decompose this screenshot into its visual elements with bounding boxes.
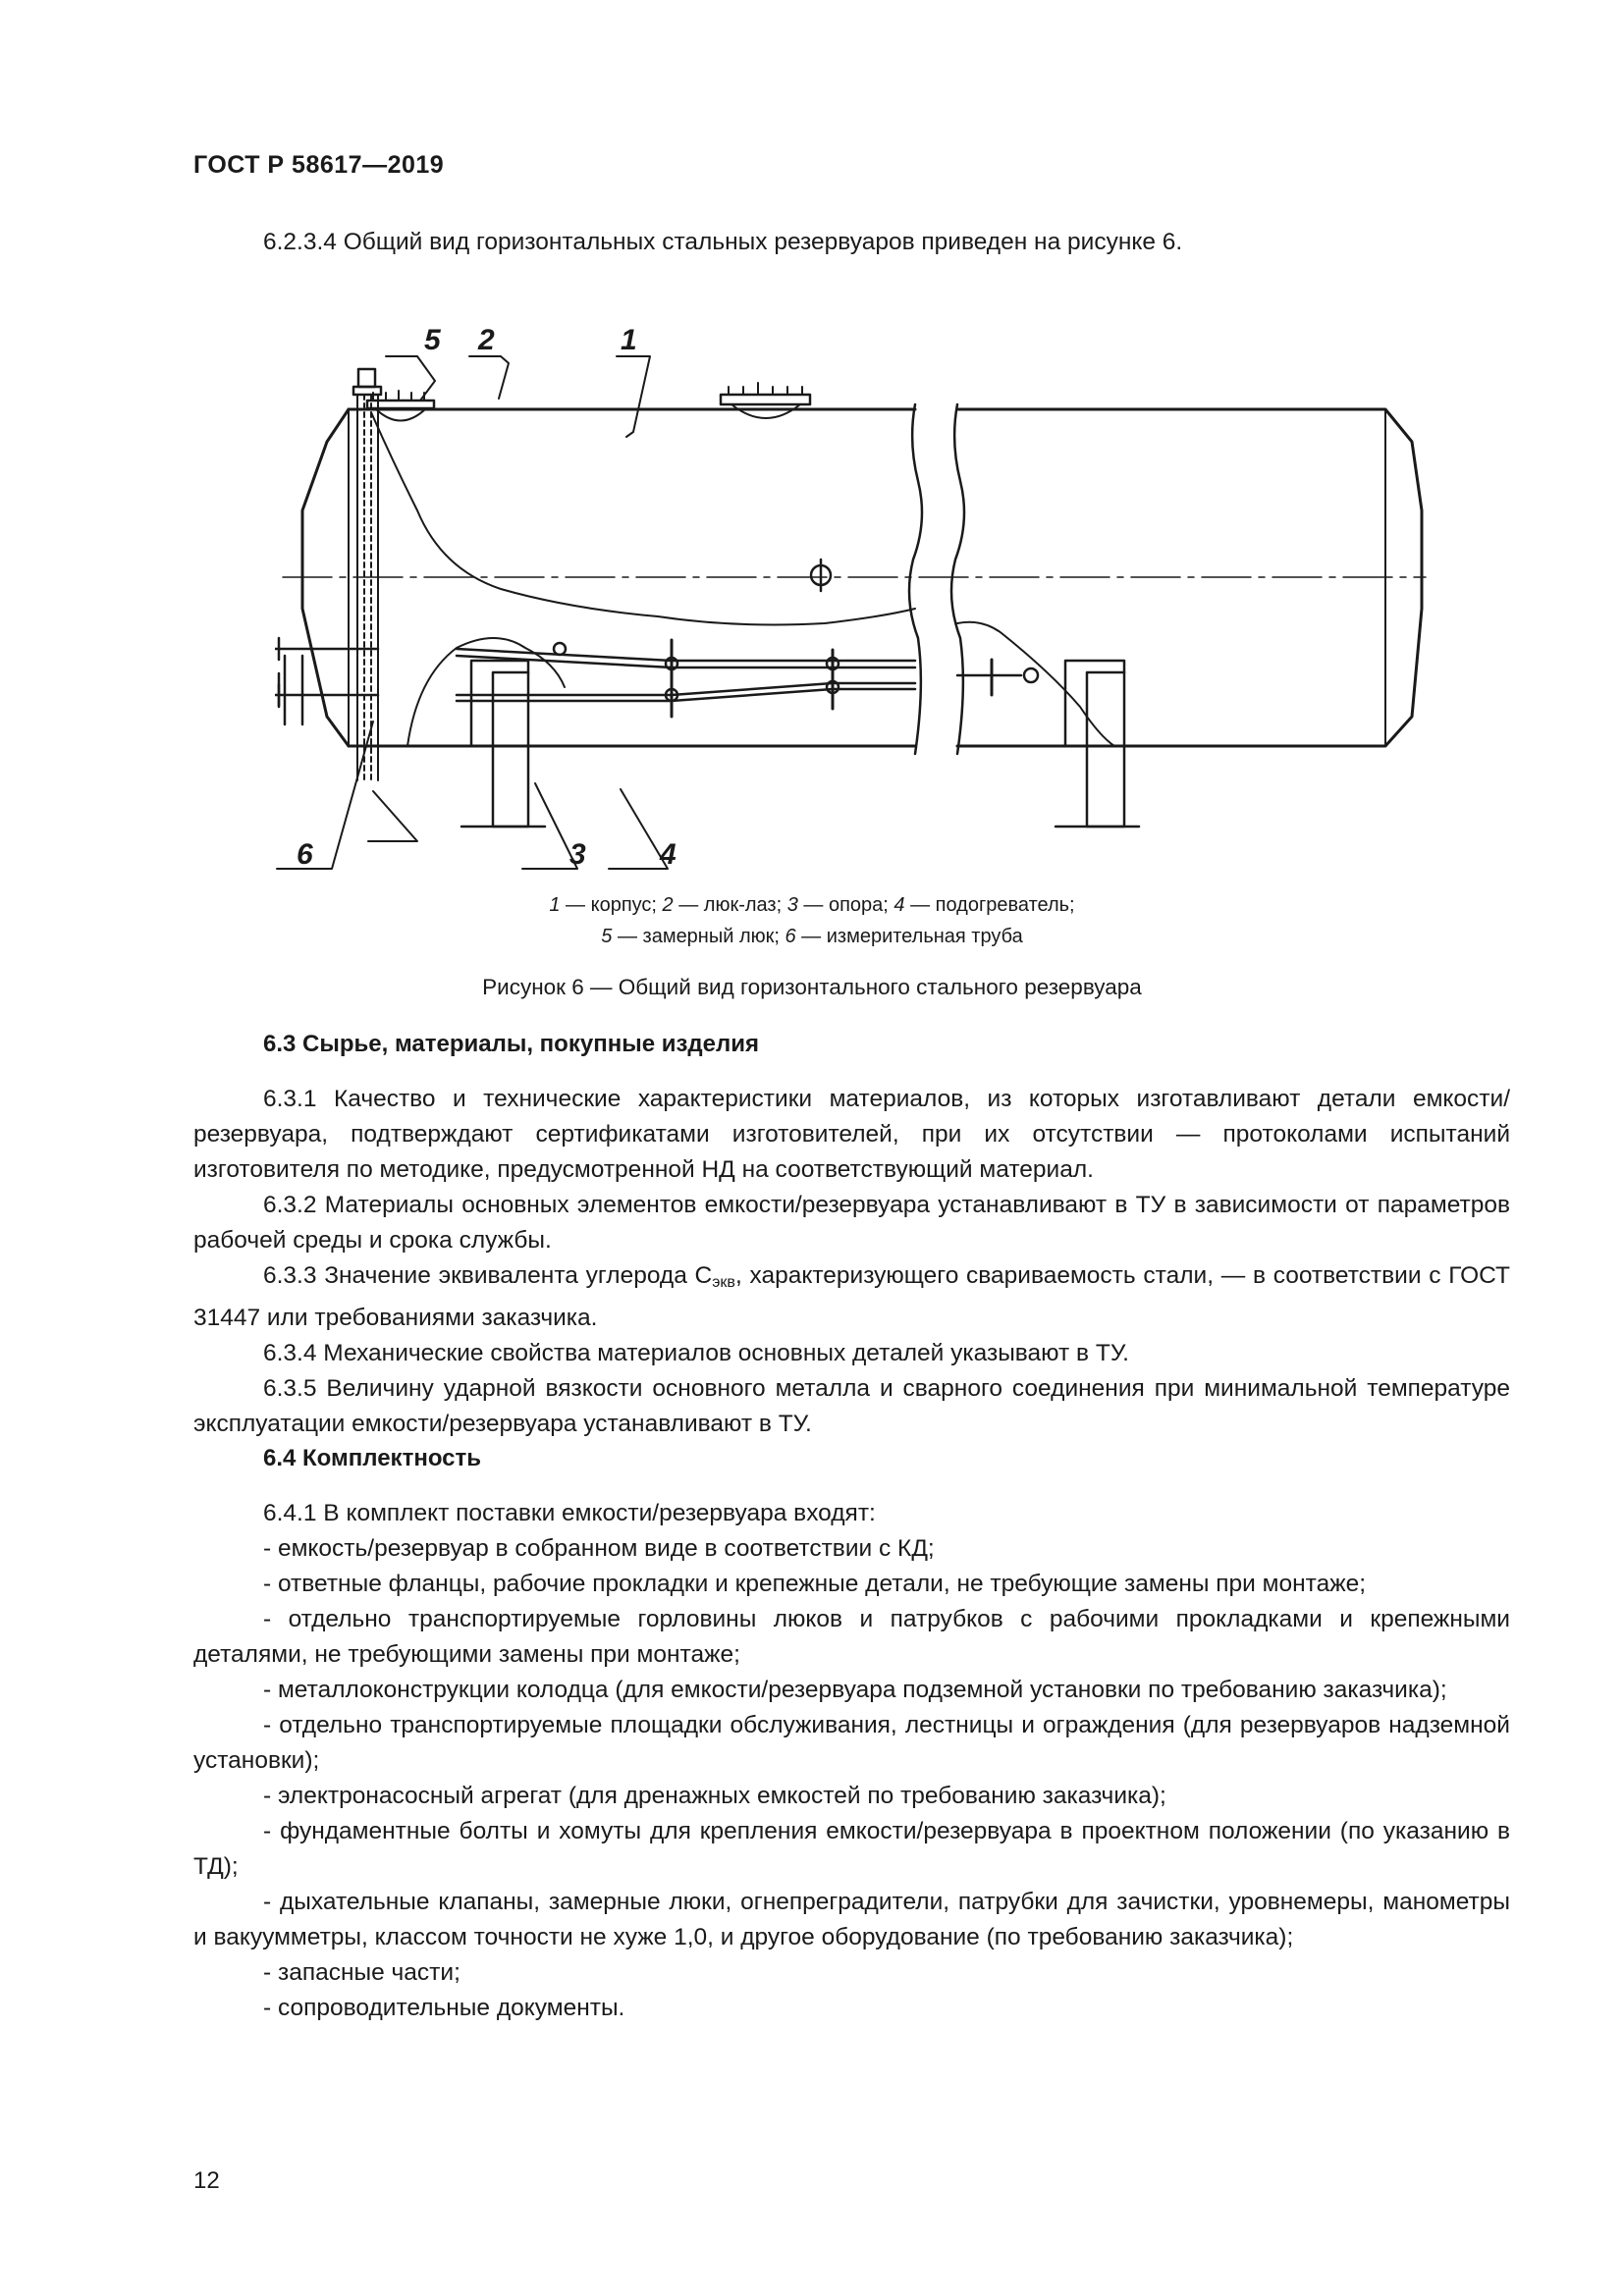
page-number: 12 (193, 2167, 220, 2194)
paragraph-6-3-3-end: , характеризующего свариваемость стали, — в соответствии с ГОСТ 31447 или требованиями заказчика. (193, 1262, 1511, 1331)
legend-line-1 (0, 889, 1624, 921)
legend-number: 4 (893, 894, 905, 916)
legend-number: 3 (786, 894, 798, 916)
callout-6: 6 (297, 838, 313, 871)
callout-1: 1 (621, 324, 637, 356)
callout-2: 2 (478, 324, 495, 356)
callout-3: 3 (569, 838, 586, 871)
figure-legend (0, 889, 1624, 952)
legend-number: 6 (785, 926, 796, 947)
section-6-4-body (193, 1496, 1510, 2026)
list-item: - сопроводительные документы. (263, 1995, 625, 2021)
section-6-3-body (193, 1082, 1510, 1442)
carbon-equivalent-subscript: экв (712, 1274, 735, 1291)
callout-4: 4 (660, 838, 677, 871)
legend-number: 5 (601, 926, 613, 947)
legend-text: — корпус; (560, 894, 663, 916)
support-3-right (1056, 661, 1139, 827)
legend-text: — измерительная труба (795, 926, 1023, 947)
list-item: - металлоконструкции колодца (для емкости/резервуара подземной установки по требованию заказчика); (263, 1677, 1447, 1703)
legend-number: 2 (662, 894, 674, 916)
paragraph-6-3-4: 6.3.4 Механические свойства материалов основных деталей указывают в ТУ. (263, 1340, 1129, 1366)
legend-text: — замерный люк; (612, 926, 785, 947)
center-mark (811, 560, 831, 591)
list-item: - емкость/резервуар в собранном виде в соответствии с КД; (263, 1535, 935, 1562)
list-item: - электронасосный агрегат (для дренажных емкостей по требованию заказчика); (263, 1783, 1166, 1809)
leader-lines (277, 356, 668, 869)
callout-5: 5 (424, 324, 441, 356)
list-item: - дыхательные клапаны, замерные люки, огнепреградители, патрубки для зачистки, уровнемеры, манометры и вакуумметры, классом точности не хуже 1,0, и другое оборудование (по требованию заказчика); (193, 1889, 1510, 1950)
manhole-top (721, 383, 810, 418)
heater-4 (275, 638, 1038, 717)
section-heading-6-3: 6.3 Сырье, материалы, покупные изделия (263, 1031, 759, 1057)
list-item: - отдельно транспортируемые горловины люков и патрубков с рабочими прокладками и крепежными деталями, не требующими замены при монтаже; (193, 1606, 1510, 1668)
figure-caption: Рисунок 6 — Общий вид горизонтального стального резервуара (482, 975, 1142, 999)
paragraph-6-3-5: 6.3.5 Величину ударной вязкости основного металла и сварного соединения при минимальной температуре эксплуатации емкости/резервуара устанавливают в ТУ. (193, 1375, 1510, 1437)
legend-number: 1 (549, 894, 561, 916)
paragraph-6-4-1: 6.4.1 В комплект поставки емкости/резервуара входят: (263, 1500, 876, 1526)
list-item: - отдельно транспортируемые площадки обслуживания, лестницы и ограждения (для резервуаров надземной установки); (193, 1712, 1510, 1774)
list-item: - ответные фланцы, рабочие прокладки и крепежные детали, не требующие замены при монтаже; (263, 1571, 1367, 1597)
list-item: - фундаментные болты и хомуты для крепления емкости/резервуара в проектном положении (по указанию в ТД); (193, 1818, 1510, 1880)
measuring-hatch-5 (353, 369, 381, 395)
paragraph-6-3-1: 6.3.1 Качество и технические характеристики материалов, из которых изготавливают детали емкости/резервуара, подтверждают сертификатами изготовителей, при их отсутствии — протоколами испытаний изготовителя по методике, предусмотренной НД на соответствующий материал. (193, 1086, 1510, 1183)
legend-line-2 (0, 921, 1624, 952)
intro-paragraph: 6.2.3.4 Общий вид горизонтальных стальных резервуаров приведен на рисунке 6. (263, 229, 1183, 255)
paragraph-6-3-3 (193, 1258, 1510, 1336)
legend-text: — опора; (797, 894, 894, 916)
break-lines (909, 404, 964, 754)
document-header: ГОСТ Р 58617—2019 (193, 151, 445, 179)
paragraph-6-3-2: 6.3.2 Материалы основных элементов емкости/резервуара устанавливают в ТУ в зависимости от параметров рабочей среды и срока службы. (193, 1192, 1510, 1254)
paragraph-6-3-3-start: 6.3.3 Значение эквивалента углерода С (263, 1262, 713, 1289)
legend-text: — люк-лаз; (673, 894, 787, 916)
section-heading-6-4: 6.4 Комплектность (263, 1445, 482, 1471)
list-item: - запасные части; (263, 1959, 460, 1986)
measuring-tube-6 (357, 395, 378, 780)
legend-text: — подогреватель; (904, 894, 1075, 916)
tank-drawing (275, 285, 1434, 874)
